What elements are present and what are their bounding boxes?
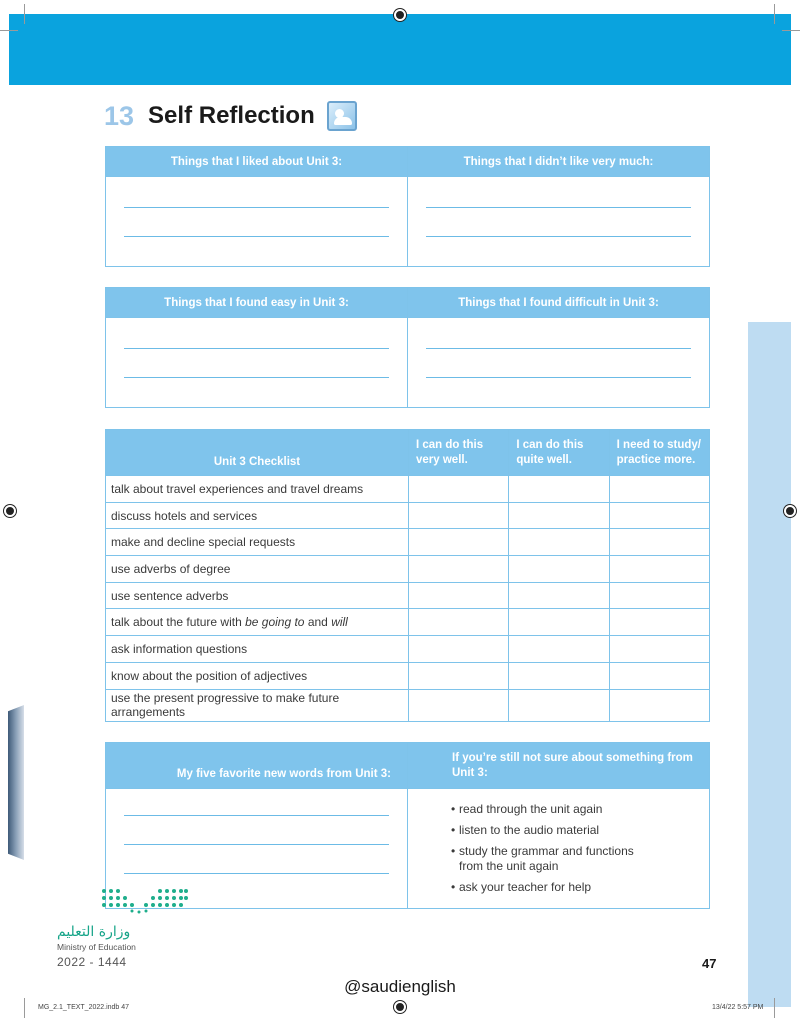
tip-item: • ask your teacher for help [451, 880, 709, 895]
rating-cell[interactable] [409, 529, 509, 556]
registration-mark-icon [394, 9, 406, 21]
registration-mark-icon [394, 1001, 406, 1013]
rating-cell[interactable] [509, 582, 609, 609]
answer-line [124, 349, 389, 378]
not-sure-header: If you’re still not sure about something from Unit 3: [408, 743, 710, 789]
answer-line [426, 318, 691, 349]
liked-table [105, 146, 710, 267]
future-item-em1: be going to [245, 615, 305, 630]
answer-line [124, 816, 389, 845]
rating-cell[interactable] [609, 502, 709, 529]
social-handle: @saudienglish [344, 977, 456, 996]
lesson-number: 13 [104, 100, 135, 131]
future-item-prefix: talk about the future with [111, 615, 246, 630]
words-and-tips-table [105, 742, 710, 909]
top-color-band [9, 14, 791, 85]
registration-mark-icon [784, 505, 796, 517]
disliked-header: Things that I didn’t like very much: [408, 147, 710, 177]
rating-cell[interactable] [609, 662, 709, 689]
checklist-item: talk about travel experiences and travel dreams [106, 476, 409, 503]
crop-mark [774, 4, 775, 24]
page-number: 47 [702, 956, 717, 971]
need-study-header: I need to study/ practice more. [609, 430, 709, 476]
side-color-band [748, 322, 791, 1007]
disliked-answer-cell[interactable] [408, 177, 710, 267]
rating-cell[interactable] [609, 689, 709, 721]
checklist-item: make and decline special requests [106, 529, 409, 556]
answer-line [426, 177, 691, 208]
rating-cell[interactable] [609, 556, 709, 583]
tip-item: • read through the unit again [451, 802, 709, 817]
edge-photo-strip [8, 705, 24, 860]
ministry-logo-icon [100, 887, 190, 915]
registration-mark-icon [4, 505, 16, 517]
liked-header: Things that I liked about Unit 3: [106, 147, 408, 177]
answer-line [124, 177, 389, 208]
crop-mark [774, 998, 775, 1018]
self-reflection-icon [327, 101, 357, 131]
checklist-item: use adverbs of degree [106, 556, 409, 583]
rating-cell[interactable] [409, 662, 509, 689]
lesson-title: Self Reflection [148, 102, 315, 129]
table-row [106, 689, 710, 721]
checklist-item: discuss hotels and services [106, 502, 409, 529]
ministry-year: 2022 - 1444 [57, 955, 127, 969]
rating-cell[interactable] [509, 529, 609, 556]
print-slug-file: MG_2.1_TEXT_2022.indb 47 [38, 1004, 130, 1011]
table-row [106, 609, 710, 636]
easy-answer-cell[interactable] [106, 318, 408, 408]
ministry-name-arabic: وزارة التعليم [57, 924, 131, 940]
rating-cell[interactable] [609, 636, 709, 663]
checklist-header: Unit 3 Checklist [106, 430, 409, 476]
very-well-header: I can do this very well. [409, 430, 509, 476]
answer-line [124, 845, 389, 874]
rating-cell[interactable] [509, 476, 609, 503]
rating-cell[interactable] [609, 529, 709, 556]
rating-cell[interactable] [409, 556, 509, 583]
crop-mark [24, 998, 25, 1018]
table-row [106, 502, 710, 529]
answer-line [426, 208, 691, 237]
tip-item: • listen to the audio material [451, 823, 709, 838]
rating-cell[interactable] [509, 662, 609, 689]
rating-cell[interactable] [609, 609, 709, 636]
crop-mark [782, 30, 800, 31]
easy-table [105, 287, 710, 408]
crop-mark [24, 4, 25, 24]
liked-answer-cell[interactable] [106, 177, 408, 267]
table-row [106, 556, 710, 583]
checklist-item: use the present progressive to make future arrangements [106, 689, 409, 721]
difficult-header: Things that I found difficult in Unit 3: [408, 288, 710, 318]
checklist-item-future [106, 609, 409, 636]
checklist-item: ask information questions [106, 636, 409, 663]
rating-cell[interactable] [409, 689, 509, 721]
rating-cell[interactable] [509, 609, 609, 636]
rating-cell[interactable] [509, 502, 609, 529]
rating-cell[interactable] [509, 556, 609, 583]
print-slug-date: 13/4/22 5:57 PM [712, 1004, 764, 1011]
difficult-answer-cell[interactable] [408, 318, 710, 408]
answer-line [124, 318, 389, 349]
answer-line [124, 789, 389, 816]
unit-checklist-table [105, 429, 710, 722]
rating-cell[interactable] [509, 636, 609, 663]
crop-mark [0, 30, 18, 31]
rating-cell[interactable] [409, 609, 509, 636]
lesson-heading [104, 99, 357, 133]
checklist-item: use sentence adverbs [106, 582, 409, 609]
table-row [106, 662, 710, 689]
table-row [106, 529, 710, 556]
favorite-words-header: My five favorite new words from Unit 3: [106, 743, 408, 789]
rating-cell[interactable] [609, 582, 709, 609]
future-item-mid: and [304, 615, 332, 630]
table-row [106, 476, 710, 503]
tips-cell [408, 789, 710, 909]
quite-well-header: I can do this quite well. [509, 430, 609, 476]
easy-header: Things that I found easy in Unit 3: [106, 288, 408, 318]
future-item-em2: will [331, 615, 348, 630]
tip-item: • study the grammar and functions from the unit again [451, 844, 656, 874]
rating-cell[interactable] [509, 689, 609, 721]
rating-cell[interactable] [609, 476, 709, 503]
answer-line [124, 208, 389, 237]
ministry-name-english: Ministry of Education [57, 942, 136, 952]
rating-cell[interactable] [409, 476, 509, 503]
rating-cell[interactable] [409, 582, 509, 609]
table-row [106, 582, 710, 609]
answer-line [426, 349, 691, 378]
checklist-item: know about the position of adjectives [106, 662, 409, 689]
table-row [106, 636, 710, 663]
rating-cell[interactable] [409, 502, 509, 529]
rating-cell[interactable] [409, 636, 509, 663]
